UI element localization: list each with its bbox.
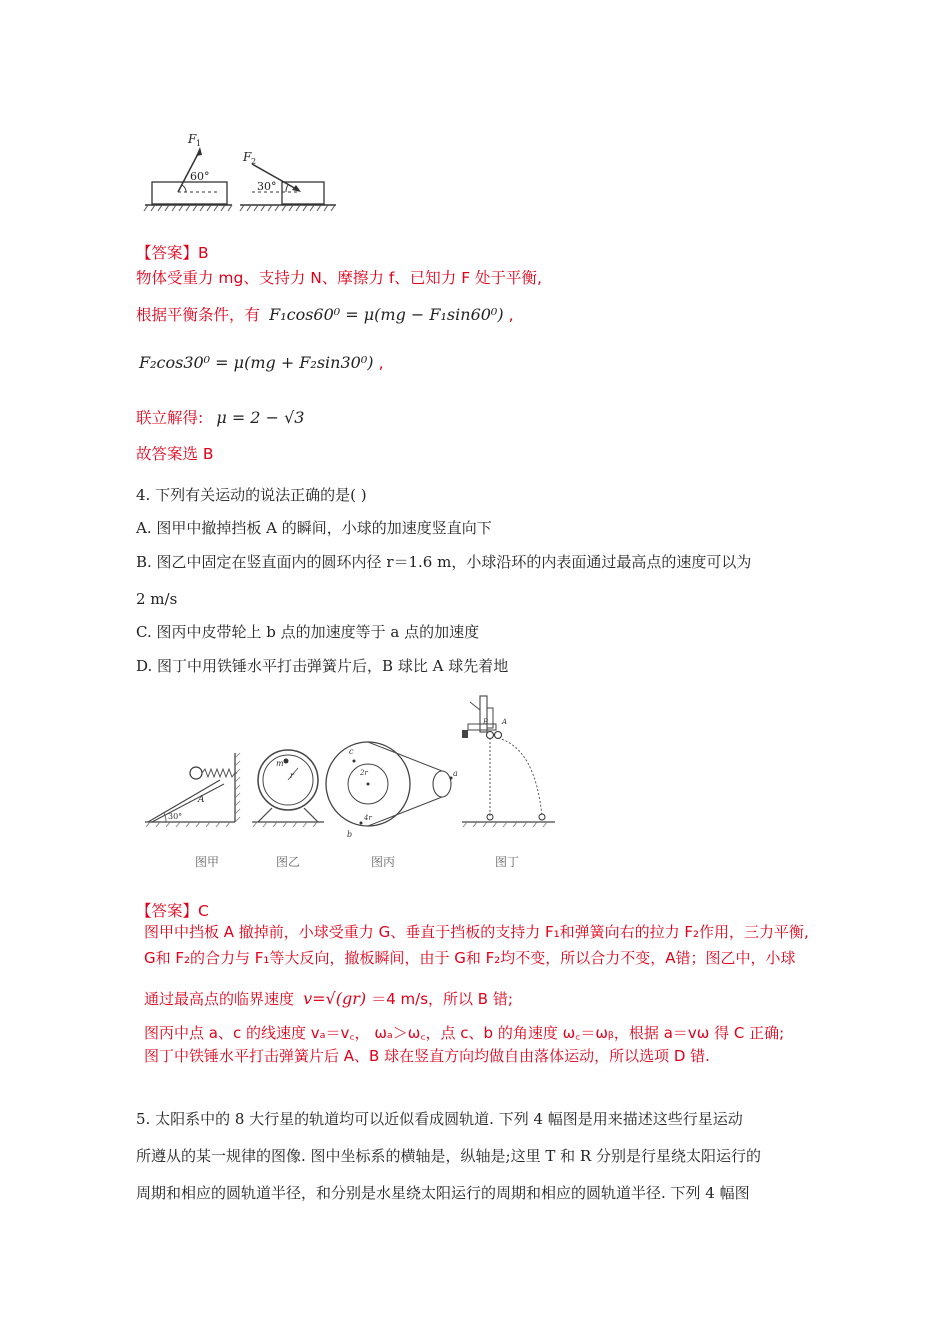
- answer3-eq2: F₂cos30⁰ = μ(mg + F₂sin30⁰): [139, 353, 374, 372]
- answer3-line1: 物体受重力 mg、支持力 N、摩擦力 f、已知力 F 处于平衡,: [136, 269, 542, 287]
- answer3-eq2-comma: ,: [378, 354, 384, 372]
- answer4-line2: G和 F₂的合力与 F₁等大反向，撤板瞬间，由于 G和 F₂均不变，所以合力不变，A错；图乙中，小球: [144, 949, 796, 967]
- answer3-eq1-comma: ,: [508, 306, 514, 324]
- jia-label-a: A: [198, 795, 205, 805]
- question4-option-c: C. 图丙中皮带轮上 b 点的加速度等于 a 点的加速度: [136, 623, 480, 641]
- yi-label-r: r: [290, 771, 294, 780]
- question5-line1: 5. 太阳系中的 8 大行星的轨道均可以近似看成圆轨道. 下列 4 幅图是用来描述这些行星运动: [136, 1110, 743, 1128]
- f1-label: F: [188, 132, 197, 146]
- caption-ding: 图丁: [495, 855, 520, 869]
- question5-line3: 周期和相应的圆轨道半径，和分别是水星绕太阳运行的周期和相应的圆轨道半径. 下列 4 幅图: [136, 1184, 750, 1202]
- bing-label-2r: 2r: [360, 769, 368, 777]
- question4-option-a: A. 图甲中撤掉挡板 A 的瞬间，小球的加速度竖直向下: [136, 519, 492, 537]
- force-diagram-svg: [140, 130, 340, 220]
- answer3-label: 【答案】B: [136, 244, 209, 262]
- f1-subscript: 1: [196, 139, 202, 148]
- answer4-line3-eq: v=√(gr): [303, 989, 367, 1008]
- answer3-line3: [139, 353, 384, 372]
- answer3-line5: 故答案选 B: [136, 445, 214, 463]
- question4-option-d: D. 图丁中用铁锤水平打击弹簧片后，B 球比 A 球先着地: [136, 657, 509, 675]
- f2-angle: 30°: [257, 180, 277, 193]
- figure-jia: [145, 753, 240, 827]
- question4-option-b: B. 图乙中固定在竖直面内的圆环内径 r＝1.6 m，小球沿环的内表面通过最高点的速度可以为: [136, 553, 752, 571]
- f2-label: F: [243, 150, 252, 164]
- f2-subscript: 2: [251, 157, 257, 166]
- figure-yi: [252, 750, 324, 827]
- figure-bing: [326, 742, 458, 839]
- bing-label-a: a: [453, 769, 458, 778]
- answer3-eq1: F₁cos60⁰ = μ(mg − F₁sin60⁰): [269, 305, 504, 324]
- answer4-line3-prefix: 通过最高点的临界速度: [144, 990, 295, 1008]
- answer3-line4: [136, 406, 304, 428]
- question4-option-b-cont: 2 m/s: [136, 590, 178, 608]
- answer3-line4-prefix: 联立解得:: [136, 409, 204, 427]
- answer4-line5: 图丁中铁锤水平打击弹簧片后 A、B 球在竖直方向均做自由落体运动，所以选项 D 错.: [144, 1047, 710, 1065]
- force-diagram: [140, 130, 340, 220]
- bing-label-c: c: [349, 747, 354, 756]
- answer3-line2: [136, 303, 514, 325]
- figure-ding: [462, 696, 555, 827]
- caption-yi: 图乙: [276, 855, 301, 869]
- answer3-eq3: μ = 2 − √3: [216, 408, 305, 427]
- question4-figures-svg: [140, 688, 560, 878]
- question4-stem: 4. 下列有关运动的说法正确的是( ): [136, 486, 367, 504]
- answer4-label: 【答案】C: [136, 902, 209, 920]
- bing-label-4r: 4r: [364, 814, 372, 822]
- answer4-line1: 图甲中挡板 A 撤掉前，小球受重力 G、垂直于挡板的支持力 F₁和弹簧向右的拉力 F₂作用，三力平衡,: [144, 923, 809, 941]
- answer4-line3-suffix: ＝4 m/s，所以 B 错;: [371, 990, 513, 1008]
- jia-angle: 30°: [168, 812, 183, 821]
- yi-label-m: m: [276, 759, 284, 768]
- answer3-line2-prefix: 根据平衡条件，有: [136, 306, 261, 324]
- block-left: [152, 182, 227, 204]
- f1-angle: 60°: [190, 170, 210, 183]
- caption-jia: 图甲: [195, 855, 220, 869]
- question5-line2: 所遵从的某一规律的图像. 图中坐标系的横轴是，纵轴是;这里 T 和 R 分别是行星绕太阳运行的: [136, 1147, 761, 1165]
- ding-label-a: A: [502, 718, 508, 726]
- ding-label-b: B: [483, 718, 489, 726]
- answer4-line3: [144, 988, 513, 1009]
- caption-bing: 图丙: [371, 855, 396, 869]
- answer4-line4: 图丙中点 a、c 的线速度 vₐ＝v꜀， ωₐ＞ω꜀，点 c、b 的角速度 ω꜀＝ωᵦ，根据 a＝vω 得 C 正确;: [144, 1024, 785, 1042]
- question4-figures: [140, 688, 560, 878]
- bing-label-b: b: [347, 830, 353, 839]
